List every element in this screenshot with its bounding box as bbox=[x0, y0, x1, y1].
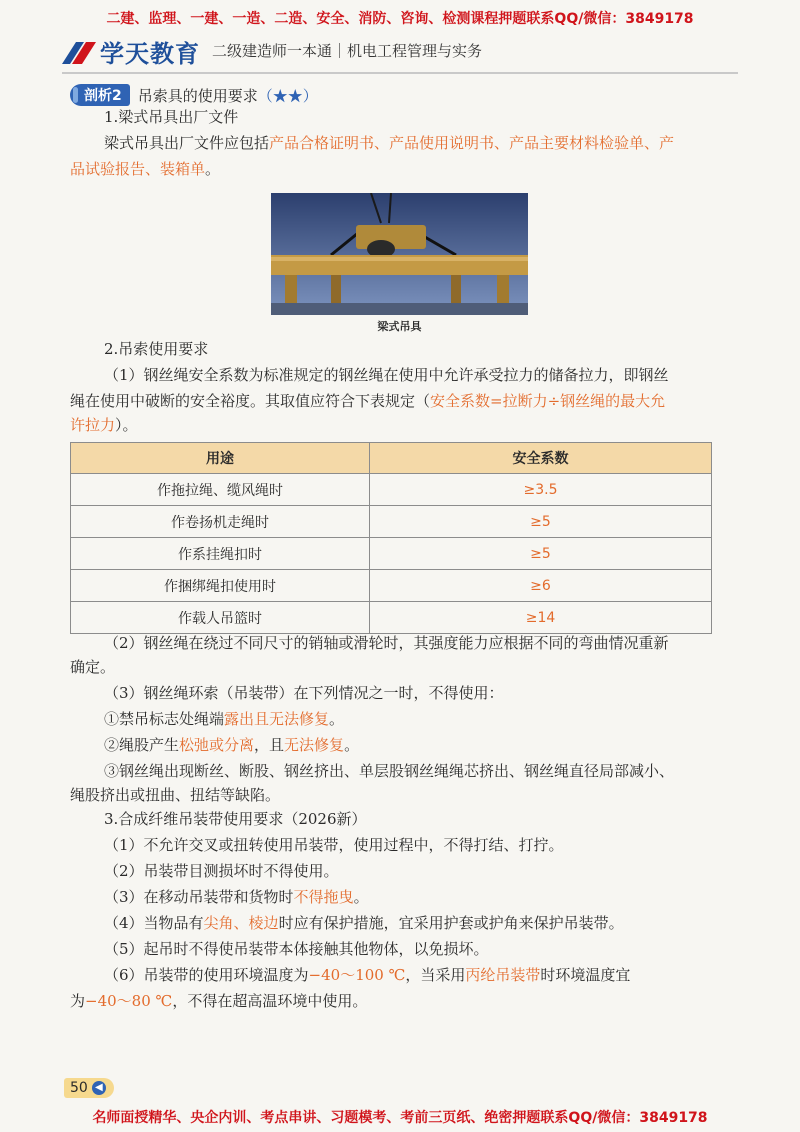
table-header-factor: 安全系数 bbox=[370, 443, 712, 474]
heading-beam-documents: 1.梁式吊具出厂文件 bbox=[104, 108, 239, 126]
condition-3-line-1: ③钢丝绳出现断丝、断股、钢丝挤出、单层股钢丝绳绳芯挤出、钢丝绳直径局部减小、 bbox=[104, 762, 675, 780]
table-cell-use: 作捆绑绳扣使用时 bbox=[71, 570, 370, 602]
logo-text: 学天教育 bbox=[100, 39, 200, 68]
table-cell-factor: ≥6 bbox=[370, 570, 712, 602]
beam-spreader-photo bbox=[271, 193, 528, 315]
synthetic-rule-3: （3）在移动吊装带和货物时不得拖曳。 bbox=[104, 888, 369, 906]
section-header bbox=[70, 84, 318, 106]
top-banner: 二建、监理、一建、一造、二造、安全、消防、咨询、检测课程押题联系QQ/微信：3849178 bbox=[106, 11, 694, 27]
star-rating: （★★） bbox=[257, 86, 318, 105]
table-row bbox=[71, 506, 712, 538]
table-cell-factor: ≥5 bbox=[370, 506, 712, 538]
bottom-banner: 名师面授精华、央企内训、考点串讲、习题模考、考前三页纸、绝密押题联系QQ/微信：3849178 bbox=[92, 1110, 708, 1126]
table-cell-factor: ≥5 bbox=[370, 538, 712, 570]
page-arrow-icon: ◀ bbox=[92, 1081, 106, 1095]
para-1-line-3: 许拉力）。 bbox=[70, 416, 138, 434]
para-3: （3）钢丝绳环索（吊装带）在下列情况之一时，不得使用： bbox=[104, 684, 504, 702]
table-cell-factor: ≥3.5 bbox=[370, 474, 712, 506]
table-row bbox=[71, 602, 712, 634]
synthetic-rule-1: （1）不允许交叉或扭转使用吊装带，使用过程中，不得打结、打拧。 bbox=[104, 836, 564, 854]
heading-synthetic-sling: 3.合成纤维吊装带使用要求（2026新） bbox=[104, 810, 367, 828]
section-title: 吊索具的使用要求（★★） bbox=[137, 86, 318, 105]
table-row bbox=[71, 474, 712, 506]
synthetic-rule-5: （5）起吊时不得使吊装带本体接触其他物体，以免损坏。 bbox=[104, 940, 489, 958]
condition-3-line-2: 绳股挤出或扭曲、扭结等缺陷。 bbox=[70, 786, 281, 804]
table-row bbox=[71, 538, 712, 570]
beam-documents-text: 梁式吊具出厂文件应包括产品合格证明书、产品使用说明书、产品主要材料检验单、产 bbox=[104, 134, 675, 152]
table-header-use: 用途 bbox=[71, 443, 370, 474]
header-divider bbox=[62, 72, 738, 74]
synthetic-rule-6-line-1: （6）吊装带的使用环境温度为−40～100 ℃，当采用丙纶吊装带时环境温度宜 bbox=[104, 966, 631, 984]
table-cell-use: 作拖拉绳、缆风绳时 bbox=[71, 474, 370, 506]
header-title: 二级建造师一本通｜机电工程管理与实务 bbox=[212, 42, 483, 60]
para-1-line-1: （1）钢丝绳安全系数为标准规定的钢丝绳在使用中允许承受拉力的储备拉力，即钢丝 bbox=[104, 366, 669, 384]
safety-factor-table bbox=[70, 442, 712, 634]
synthetic-rule-6-line-2: 为−40～80 ℃，不得在超高温环境中使用。 bbox=[70, 992, 368, 1010]
table-cell-use: 作系挂绳扣时 bbox=[71, 538, 370, 570]
table-cell-use: 作载人吊篮时 bbox=[71, 602, 370, 634]
para-1-line-2: 绳在使用中破断的安全裕度。其取值应符合下表规定（安全系数=拉断力÷钢丝绳的最大允 bbox=[70, 392, 666, 410]
page-number: 50 ◀ bbox=[64, 1078, 114, 1098]
para-2-line-2: 确定。 bbox=[70, 658, 116, 676]
synthetic-rule-2: （2）吊装带目测损坏时不得使用。 bbox=[104, 862, 339, 880]
para-2-line-1: （2）钢丝绳在绕过不同尺寸的销轴或滑轮时，其强度能力应根据不同的弯曲情况重新 bbox=[104, 634, 669, 652]
logo bbox=[62, 34, 200, 68]
figure-caption: 梁式吊具 bbox=[377, 320, 422, 333]
table-cell-factor: ≥14 bbox=[370, 602, 712, 634]
table-cell-use: 作卷扬机走绳时 bbox=[71, 506, 370, 538]
beam-documents-text-cont: 品试验报告、装箱单。 bbox=[70, 160, 221, 178]
condition-2: ②绳股产生松弛或分离，且无法修复。 bbox=[104, 736, 360, 754]
synthetic-rule-4: （4）当物品有尖角、棱边时应有保护措施，宜采用护套或护角来保护吊装带。 bbox=[104, 914, 624, 932]
condition-1: ①禁吊标志处绳端露出且无法修复。 bbox=[104, 710, 345, 728]
table-row bbox=[71, 570, 712, 602]
brand-logo-icon bbox=[62, 38, 96, 64]
heading-sling-requirements: 2.吊索使用要求 bbox=[104, 340, 209, 358]
section-badge: 剖析2 bbox=[70, 84, 130, 106]
